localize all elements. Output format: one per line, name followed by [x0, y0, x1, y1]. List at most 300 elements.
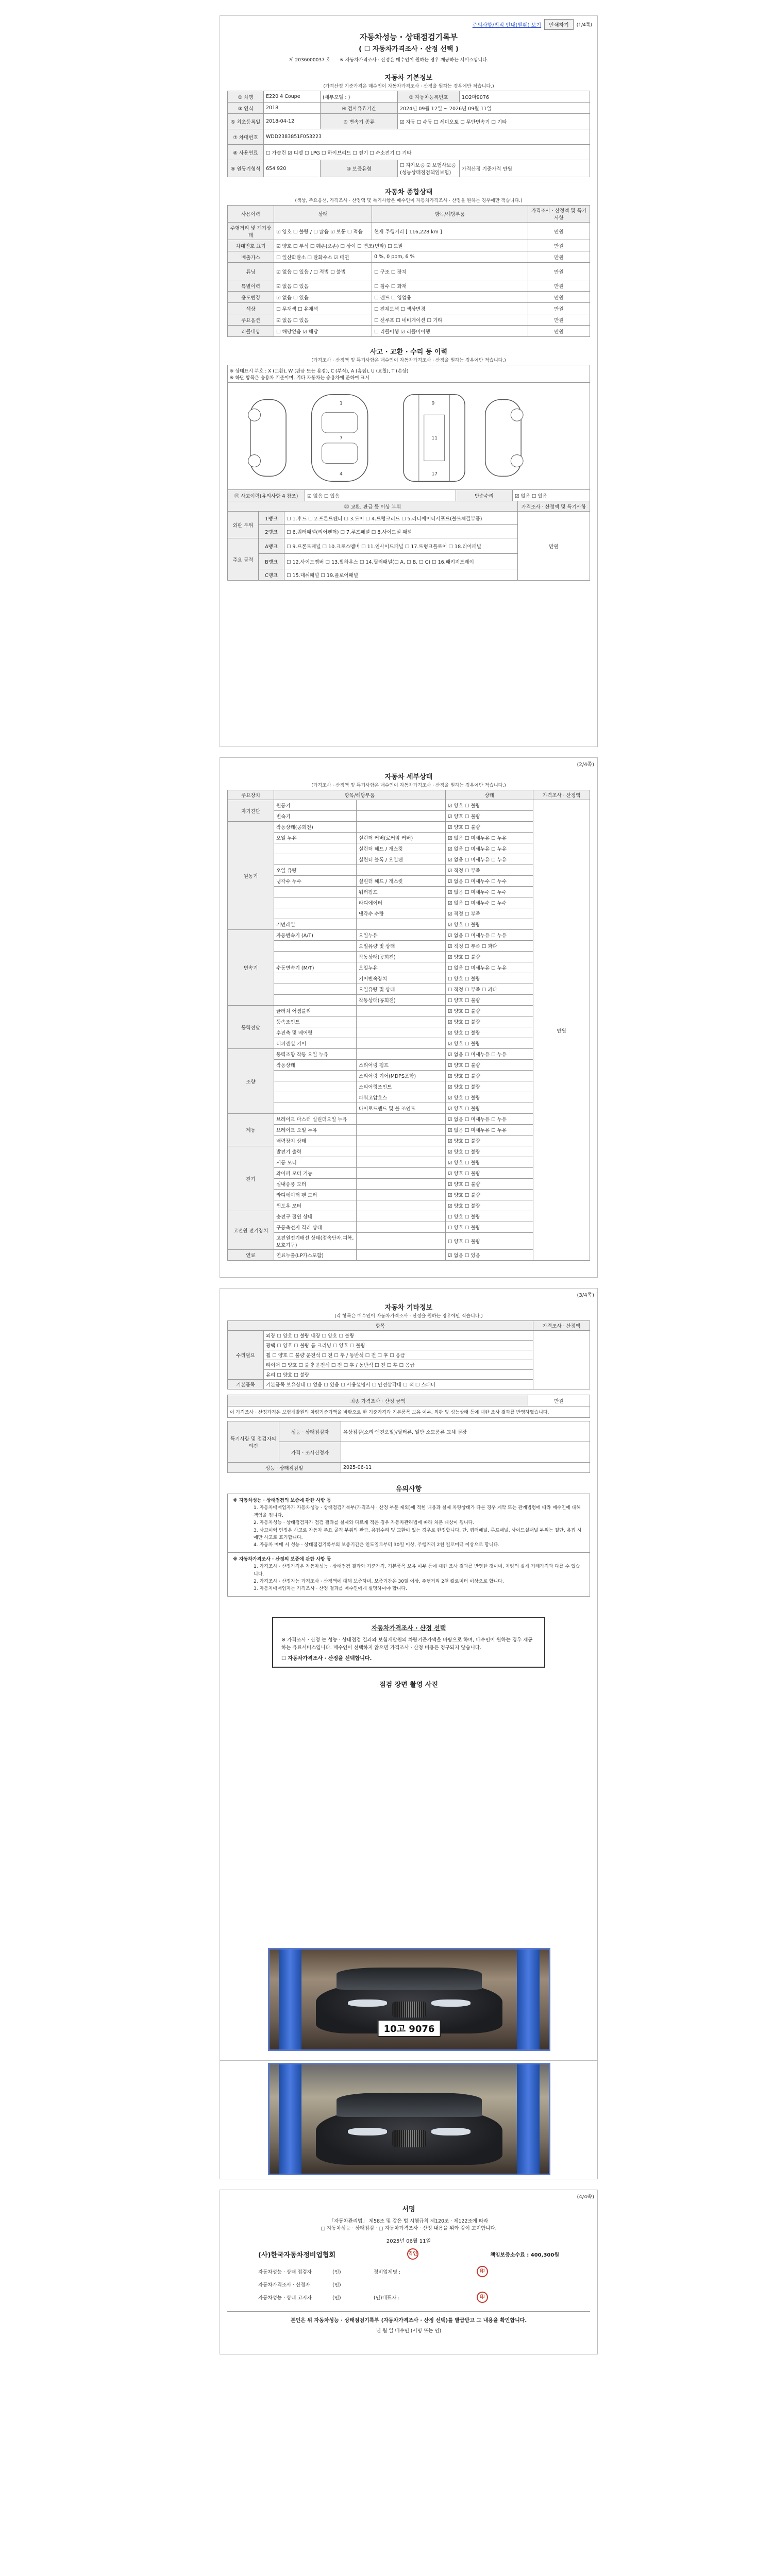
row-state: ☑ 없음 ☐ 있음	[274, 280, 372, 292]
item-state: ☑ 양호 ☐ 불량	[446, 1071, 533, 1081]
item-name: 커먼레일	[274, 919, 357, 930]
exchange-table	[227, 501, 590, 581]
item-name: 작동상태(공회전)	[274, 822, 357, 833]
basic-title: 자동차 기본정보	[384, 74, 433, 82]
accident-history-label: ⑲ 사고이력(유의사항 4 참조)	[228, 490, 305, 501]
sign-company: (사)한국자동차정비업협회	[258, 2251, 336, 2259]
notice-box-2	[227, 1553, 590, 1597]
transmission-type: ☑ 자동 ☐ 수동 ☐ 세미오토 ☐ 무단변속기 ☐ 기타	[398, 114, 590, 129]
page-2	[220, 757, 598, 1278]
label-year: ③ 연식	[228, 103, 264, 114]
role-notifier-sign: (인)	[332, 2295, 341, 2301]
inspection-date: 2025-06-11	[341, 1463, 590, 1473]
svg-text:9: 9	[431, 401, 435, 406]
accident-table	[227, 365, 590, 490]
row-price: 만원	[528, 303, 590, 314]
item-state: ☑ 없음 ☐ 미세누유 ☐ 누유	[446, 1114, 533, 1125]
row-label: 튜닝	[228, 263, 274, 280]
row-state: ☑ 양호 ☐ 부식 ☐ 훼손(오손) ☐ 상이 ☐ 변조(변타) ☐ 도말	[274, 240, 528, 251]
plate-number: 1O2마9076	[460, 91, 590, 103]
accident-legend-2: ※ 하단 항목은 승용차 기준이며, 기타 자동차는 승용차에 준하여 표시	[230, 375, 369, 381]
row-label: 주행거리 및 계기상태	[228, 223, 274, 240]
row-detail: ☐ 침수 ☐ 화재	[372, 280, 528, 292]
notes-table	[227, 1421, 590, 1473]
exchange-title: ⑳ 교환, 판금 등 이상 부위	[228, 501, 518, 512]
item-name: 디퍼렌셜 기어	[274, 1038, 357, 1049]
rank-c: C랭크	[259, 569, 284, 581]
item-state: ☐ 양호 ☐ 불량	[446, 1222, 533, 1233]
row-price: 만원	[528, 263, 590, 280]
car-name: E220 4 Coupe	[264, 91, 321, 103]
selection-title: 자동차가격조사 · 산정 선택	[371, 1624, 446, 1632]
basic-items-label: 기본품목	[228, 1380, 264, 1389]
table-row	[228, 223, 590, 240]
item-name: 배력장치 상태	[274, 1136, 357, 1146]
notes-price-checker: 가격 · 조사산정자	[279, 1442, 341, 1463]
selection-text: ※ 가격조사 · 산정 는 성능 · 상태점검 결과와 보험개발원의 차량기준가액을 바탕으로 하며, 매수인이 원하는 경우 제공하는 유료서비스입니다. 매수인이 선택하지 않으면 가격조사 · 산정 비용은 청구되지 않습니다.	[281, 1637, 533, 1651]
item-part: 실린더 헤드 / 개스킷	[357, 843, 446, 854]
table-row	[228, 314, 590, 326]
item-state: ☐ 양호 ☐ 불량	[446, 1233, 533, 1250]
item-name	[274, 897, 357, 908]
table-row	[228, 251, 590, 263]
accident-sub: (가격조사 · 산정액 및 특기사항은 매수인이 자동차가격조사 · 산정을 원하는 경우에만 적습니다.)	[311, 358, 506, 363]
item-part	[357, 1211, 446, 1222]
doc-title: 자동차성능 · 상태점검기록부	[359, 32, 458, 42]
item-state: ☑ 없음 ☐ 있음	[446, 1250, 533, 1261]
item-part	[357, 1038, 446, 1049]
row-price: 만원	[528, 251, 590, 263]
notice-box	[227, 1494, 590, 1553]
final-price-note: 이 가격조사 · 산정가격은 보험개발원의 차량기준가액을 바탕으로 한 기준가격과 기본품목 보유 여부, 외관 및 성능상태 등에 대한 조사 결과를 반영하였습니다.	[228, 1406, 590, 1418]
row-price: 만원	[528, 314, 590, 326]
item-part	[357, 1179, 446, 1190]
rank-2: 2랭크	[259, 525, 284, 538]
notes-inspector: 성능 · 상태점검자	[279, 1421, 341, 1442]
item-name: 변속기	[274, 811, 357, 822]
page-4	[220, 2190, 598, 2354]
item-state: ☑ 양호 ☐ 불량	[446, 1006, 533, 1016]
receiver-text: 본인은 위 자동차성능 · 상태점검기록부 (자동차가격조사 · 산정 선택)를 발급받고 그 내용을 확인합니다.	[290, 2318, 527, 2324]
item-name: 실내송풍 모터	[274, 1179, 357, 1190]
svg-text:11: 11	[431, 435, 438, 441]
sign-date: 2025년 06월 11일	[386, 2239, 431, 2244]
notice-link[interactable]: 주의사항/법적 안내(발췌) 보기	[472, 23, 542, 28]
item-state: ☐ 양호 ☐ 불량	[446, 1211, 533, 1222]
item-name: 수동변속기 (M/T)	[274, 962, 357, 973]
item-part: 스티어링조인트	[357, 1081, 446, 1092]
final-price-title: 최종 가격조사 · 산정 금액	[228, 1395, 528, 1406]
page-number: (1/4쪽)	[576, 23, 592, 28]
row-detail: ☐ 렌트 ☐ 영업용	[372, 292, 528, 303]
item-state: ☐ 양호 ☐ 불량	[446, 995, 533, 1006]
item-part: 파워고압호스	[357, 1092, 446, 1103]
item-state: ☑ 양호 ☐ 불량	[446, 1179, 533, 1190]
other-header-item: 항목	[228, 1321, 533, 1331]
svg-text:4: 4	[340, 471, 343, 477]
item-part	[357, 822, 446, 833]
list-item: 3. 사고이력 인정은 사고로 자동차 주요 골격 부위의 판금, 용접수리 및 교환이 있는 경우로 한정합니다. 단, 쿼터패널, 루프패널, 사이드실패널 부위는 절단, 용접 시에만 사고로 표기합니다.	[254, 1528, 582, 1540]
doc-number: 제 2036000037 호	[289, 58, 331, 63]
role-notifier: 자동차성능 · 상태 고지자	[258, 2295, 312, 2301]
item-name	[274, 973, 357, 984]
item-part	[357, 811, 446, 822]
sign-roles-table	[227, 2265, 590, 2304]
item-state: ☑ 양호 ☐ 불량	[446, 1016, 533, 1027]
item-state: ☑ 적정 ☐ 부족	[446, 908, 533, 919]
selection-checkbox[interactable]: ☐ 자동차가격조사 · 산정을 선택합니다.	[281, 1656, 372, 1662]
item-part: 기어변속장치	[357, 973, 446, 984]
row-detail: 현재 주행거리 [ 116,228 km ]	[372, 223, 528, 240]
row-detail: ☐ 구조 ☐ 장치	[372, 263, 528, 280]
item-part	[357, 1114, 446, 1125]
list-item: 2. 가격조사 · 산정자는 가격조사 · 산정액에 대해 보증하며, 보증기간은 30일 이상, 주행거리 2천 킬로미터 이상으로 합니다.	[254, 1579, 504, 1584]
car-diagram-icon	[230, 384, 587, 487]
device-group: 원동기	[228, 822, 274, 930]
model-year: 2018	[264, 103, 321, 114]
page-number: (3/4쪽)	[577, 1293, 594, 1298]
item-name: 시동 모터	[274, 1157, 357, 1168]
accident-history-table	[227, 489, 590, 501]
frame-label: 주요 골격	[228, 538, 259, 581]
device-group: 전기	[228, 1146, 274, 1211]
detail-table	[227, 790, 590, 1261]
item-name: 윈도우 모터	[274, 1200, 357, 1211]
item-state: ☑ 없음 ☐ 미세누유 ☐ 누유	[446, 1125, 533, 1136]
row-state: ☑ 양호 ☐ 불량 / ☐ 많음 ☑ 보통 ☐ 적음	[274, 223, 372, 240]
other-header-price: 가격조사 · 산정액	[533, 1321, 590, 1331]
row-label: 특별이력	[228, 280, 274, 292]
other-row: 기본품목 보유상태 ☐ 없음 ☐ 있음 ☐ 사용설명서 ☐ 안전삼각대 ☐ 잭 ☐ 스패너	[264, 1380, 533, 1389]
table-row	[228, 263, 590, 280]
label-warranty: ⑩ 보증유형	[321, 160, 398, 177]
item-name: 구동축전지 격리 상태	[274, 1222, 357, 1233]
accident-legend: ※ 상태표시 부호 : X (교환), W (판금 또는 용접), C (부식), A (흠집), U (요철), T (손상)	[230, 368, 409, 374]
item-part: 오일누유	[357, 962, 446, 973]
item-state: ☑ 없음 ☐ 미세누유 ☐ 누유	[446, 843, 533, 854]
label-car-name: ① 차명	[228, 91, 264, 103]
exchange-price-header: 가격조사 · 산정액 및 특기사항	[518, 501, 590, 512]
row-price: 만원	[528, 223, 590, 240]
car-detail-model: (세부모델 : )	[321, 91, 398, 103]
vin: WDD2383851F053223	[264, 129, 590, 145]
item-state: ☑ 없음 ☐ 미세누유 ☐ 누유	[446, 930, 533, 941]
row-label: 차대번호 표기	[228, 240, 274, 251]
condition-title: 자동차 종합상태	[384, 189, 433, 196]
rank-a: A랭크	[259, 538, 284, 554]
item-state: ☑ 양호 ☐ 불량	[446, 822, 533, 833]
simple-repair-value: ☑ 없음 ☐ 있음	[513, 490, 590, 501]
item-state: ☑ 양호 ☐ 불량	[446, 1136, 533, 1146]
item-name: 오일 유량	[274, 865, 357, 876]
item-part	[357, 1200, 446, 1211]
item-state: ☐ 적정 ☐ 부족 ☐ 과다	[446, 984, 533, 995]
item-part	[357, 865, 446, 876]
repair-needed-label: 수리필요	[228, 1331, 264, 1380]
item-name	[274, 1071, 357, 1081]
item-state: ☑ 양호 ☐ 불량	[446, 1092, 533, 1103]
basic-sub: (가격산정 기준가격은 매수인이 자동차가격조사 · 산정을 원하는 경우에만 적습니다.)	[323, 84, 494, 89]
sign-title: 서명	[402, 2206, 415, 2213]
item-state: ☑ 없음 ☐ 미세누수 ☐ 누수	[446, 876, 533, 887]
label-first-reg: ⑤ 최초등록일	[228, 114, 264, 129]
detail-sub: (가격조사 · 산정액 및 특기사항은 매수인이 자동차가격조사 · 산정을 원하는 경우에만 적습니다.)	[311, 783, 506, 788]
first-registration: 2018-04-12	[264, 114, 321, 129]
row-label: 리콜대상	[228, 326, 274, 337]
item-name: 원동기	[274, 800, 357, 811]
list-item: 2. 자동차성능 · 상태점검자가 점검 결과를 실제와 다르게 적은 경우 자동차관리법에 따라 처분 대상이 됩니다.	[254, 1520, 475, 1526]
sign-text-2: □ 자동차성능 · 상태점검 · □ 자동차가격조사 · 산정 내용을 위와 같이 고지합니다.	[321, 2226, 497, 2231]
item-part: 오일유량 및 상태	[357, 984, 446, 995]
item-part: 오일유량 및 상태	[357, 941, 446, 952]
svg-text:1: 1	[340, 401, 343, 406]
rank-1-items: ☐ 1.후드 ☐ 2.프론트펜더 ☐ 3.도어 ☐ 4.트렁크리드 ☐ 5.라디에이터서포트(볼트체결부품)	[284, 512, 518, 525]
item-state: ☑ 없음 ☐ 미세누유 ☐ 누유	[446, 854, 533, 865]
item-state: ☑ 양호 ☐ 불량	[446, 811, 533, 822]
role-price-sign: (인)	[332, 2282, 341, 2288]
item-part: 오일누유	[357, 930, 446, 941]
item-name	[274, 941, 357, 952]
device-group: 조향	[228, 1049, 274, 1114]
item-name	[274, 908, 357, 919]
item-state: ☑ 없음 ☐ 미세누수 ☐ 누수	[446, 897, 533, 908]
item-state: ☑ 없음 ☐ 미세누유 ☐ 누유	[446, 1049, 533, 1060]
other-sub: (각 항목은 매수인이 자동차가격조사 · 산정을 원하는 경우에만 적습니다.)	[334, 1314, 483, 1319]
item-name	[274, 854, 357, 865]
item-name: 브레이크 오일 누유	[274, 1125, 357, 1136]
notes-price-value	[341, 1442, 590, 1463]
label-inspection: ④ 검사유효기간	[321, 103, 398, 114]
item-name: 동력조향 작동 오일 누유	[274, 1049, 357, 1060]
item-part	[357, 1233, 446, 1250]
row-price: 만원	[528, 326, 590, 337]
item-part	[357, 1016, 446, 1027]
condition-sub: (색상, 주요옵션, 가격조사 · 산정액 및 특기사항은 매수인이 자동차가격조사 · 산정을 원하는 경우에만 적습니다.)	[295, 198, 523, 204]
detail-price: 만원	[533, 800, 590, 1261]
condition-header-price: 가격조사 · 산정액 및 특기사항	[528, 206, 590, 223]
rank-b-items: ☐ 12.사이드멤버 ☐ 13.휠하우스 ☐ 14.필러패널(☐ A, ☐ B, ☐ C) ☐ 16.패키지트레이	[284, 554, 518, 569]
item-name: 고전원전기배선 상태(접속단자,피복,보호기구)	[274, 1233, 357, 1250]
item-name	[274, 952, 357, 962]
table-row	[228, 280, 590, 292]
item-name: 추진축 및 베어링	[274, 1027, 357, 1038]
item-name: 작동상태	[274, 1060, 357, 1071]
item-name	[274, 1081, 357, 1092]
notes-inspector-value: 유상점검(소리·엔진오일)/필터류, 일반 소모품류 교체 권장	[341, 1421, 590, 1442]
base-price: 가격산정 기준가격 만원	[460, 160, 590, 177]
other-row: 휠 ☐ 양호 ☐ 불량 운전석 ☐ 전 ☐ 후 / 동반석 ☐ 전 ☐ 후 ☐ 응급	[264, 1350, 533, 1360]
item-name: 발전기 출력	[274, 1146, 357, 1157]
warranty-type: ☐ 자가보증 ☑ 보험사보증(성능상태점검책임보험)	[398, 160, 460, 177]
table-row	[228, 326, 590, 337]
page-3-cont	[220, 2061, 598, 2179]
item-name: 브레이크 마스터 실린더오일 누유	[274, 1114, 357, 1125]
svg-text:17: 17	[431, 471, 438, 477]
item-state: ☑ 양호 ☐ 불량	[446, 1190, 533, 1200]
role-inspector: 자동차성능 · 상태 점검자	[258, 2269, 312, 2275]
inspection-date-label: 성능 · 상태점검일	[228, 1463, 341, 1473]
role-price: 자동차가격조사 · 산정자	[258, 2282, 310, 2288]
other-title: 자동차 기타정보	[384, 1304, 433, 1312]
accident-title: 사고 · 교환 · 수리 등 이력	[369, 348, 448, 356]
photo-title: 점검 장면 촬영 사진	[379, 1681, 439, 1689]
item-part: 실린더 커버(로커암 커버)	[357, 833, 446, 843]
list-item: 4. 자동차 매매 시 성능 · 상태점검기록부의 보증기간은 인도일로부터 30일 이상, 주행거리 2천 킬로미터 이상으로 합니다.	[254, 1543, 500, 1548]
exchange-price: 만원	[518, 512, 590, 581]
item-part	[357, 1190, 446, 1200]
page-1	[220, 15, 598, 747]
item-state: ☑ 양호 ☐ 불량	[446, 1157, 533, 1168]
label-vin: ⑦ 차대번호	[228, 129, 264, 145]
condition-header-item: 사용이력	[228, 206, 274, 223]
table-row	[228, 240, 590, 251]
doc-subtitle: ( ☐ 자동차가격조사 · 산정 선택 )	[359, 45, 459, 53]
item-state: ☑ 양호 ☐ 불량	[446, 1027, 533, 1038]
selection-box	[272, 1617, 545, 1668]
item-part: 라디에이터	[357, 897, 446, 908]
row-state: ☐ 일산화탄소 ☐ 탄화수소 ☑ 매연	[274, 251, 372, 263]
item-name	[274, 843, 357, 854]
row-detail: ☐ 리콜이행 ☑ 리콜미이행	[372, 326, 528, 337]
item-name: 냉각수 누수	[274, 876, 357, 887]
other-row: 타이어 ☐ 양호 ☐ 불량 운전석 ☐ 전 ☐ 후 / 동반석 ☐ 전 ☐ 후 ☐ 응급	[264, 1360, 533, 1370]
item-part: 스티어링 펌프	[357, 1060, 446, 1071]
page-number: (4/4쪽)	[577, 2194, 594, 2200]
item-part	[357, 1136, 446, 1146]
label-engine: ⑨ 원동기형식	[228, 160, 264, 177]
row-price: 만원	[528, 280, 590, 292]
row-state: ☑ 없음 ☐ 있음	[274, 292, 372, 303]
item-state: ☑ 양호 ☐ 불량	[446, 919, 533, 930]
item-part	[357, 1250, 446, 1261]
role-inspector-sign: (인)	[332, 2269, 341, 2275]
rank-1: 1랭크	[259, 512, 284, 525]
row-price: 만원	[528, 240, 590, 251]
row-state: ☐ 무채색 ☐ 유채색	[274, 303, 372, 314]
item-state: ☐ 없음 ☐ 미세누유 ☐ 누유	[446, 962, 533, 973]
final-price-unit: 만원	[528, 1395, 590, 1406]
device-group: 동력전달	[228, 1006, 274, 1049]
row-label: 배출가스	[228, 251, 274, 263]
list-item: 3. 자동차매매업자는 가격조사 · 산정 결과를 매수인에게 설명하여야 합니다.	[254, 1586, 408, 1592]
receiver-sign: 년 월 일 매수인 (서명 또는 인)	[376, 2328, 442, 2334]
item-state: ☐ 양호 ☐ 불량	[446, 973, 533, 984]
representative-seal-icon: 印	[477, 2292, 488, 2303]
row-label: 주요옵션	[228, 314, 274, 326]
photo-plate: 10고 9076	[378, 2020, 441, 2037]
item-name: 와이퍼 모터 기능	[274, 1168, 357, 1179]
item-state: ☑ 양호 ☐ 불량	[446, 1168, 533, 1179]
item-part: 워터펌프	[357, 887, 446, 897]
other-row: 유리 ☐ 양호 ☐ 불량	[264, 1370, 533, 1380]
detail-header-price: 가격조사 · 산정액	[533, 790, 590, 800]
row-detail: ☐ 선루프 ☐ 네비게이션 ☐ 기타	[372, 314, 528, 326]
item-part: 타이로드엔드 및 볼 조인트	[357, 1103, 446, 1114]
sign-text-1: 「자동차관리법」 제58조 및 같은 법 시행규칙 제120조 · 제122조에 따라	[329, 2218, 489, 2224]
condition-header-state: 상태	[274, 206, 372, 223]
row-state: ☑ 없음 ☐ 있음 / ☐ 적법 ☐ 불법	[274, 263, 372, 280]
item-part	[357, 919, 446, 930]
table-row	[228, 303, 590, 314]
item-part	[357, 1222, 446, 1233]
device-group: 변속기	[228, 930, 274, 1006]
item-part: 스티어링 기어(MDPS포함)	[357, 1071, 446, 1081]
inspection-photo-front	[268, 1948, 550, 2051]
label-transmission: ⑥ 변속기 종류	[321, 114, 398, 129]
item-name: 오일 누유	[274, 833, 357, 843]
detail-title: 자동차 세부상태	[384, 773, 433, 781]
item-name	[274, 984, 357, 995]
item-state: ☑ 양호 ☐ 불량	[446, 1060, 533, 1071]
item-state: ☑ 양호 ☐ 불량	[446, 1146, 533, 1157]
svg-text:7: 7	[340, 435, 343, 441]
notes-label: 특기사항 및 점검자의 의견	[228, 1421, 279, 1463]
item-part	[357, 1027, 446, 1038]
item-part: 실린더 블록 / 오일팬	[357, 854, 446, 865]
condition-header-detail: 항목/해당부품	[372, 206, 528, 223]
list-item: 1. 자동차매매업자가 자동차성능 · 상태점검기록부(가격조사 · 산정 부분 제외)에 적힌 내용과 실제 차량상태가 다른 경우 계약 또는 관계법령에 따라 매수인에 대해 책임을 집니다.	[254, 1505, 581, 1518]
item-state: ☑ 양호 ☐ 불량	[446, 1081, 533, 1092]
print-button[interactable]: 인쇄하기	[544, 19, 574, 30]
fuel-type: ☐ 가솔린 ☑ 디젤 ☐ LPG ☐ 하이브리드 ☐ 전기 ☐ 수소전기 ☐ 기타	[264, 145, 590, 160]
device-group: 고전원 전기장치	[228, 1211, 274, 1250]
item-part	[357, 1157, 446, 1168]
item-state: ☑ 양호 ☐ 불량	[446, 800, 533, 811]
basic-table	[227, 91, 590, 177]
item-part	[357, 1125, 446, 1136]
item-part: 작동상태(공회전)	[357, 995, 446, 1006]
item-part	[357, 1006, 446, 1016]
sign-fee: 책임보증소수료 : 400,300원	[490, 2252, 559, 2258]
other-row: 광택 ☐ 양호 ☐ 불량 룸 크리닝 ☐ 양호 ☐ 불량	[264, 1341, 533, 1350]
item-name: 자동변속기 (A/T)	[274, 930, 357, 941]
detail-header-item: 항목/해당부품	[274, 790, 446, 800]
rank-a-items: ☐ 9.프론트패널 ☐ 10.크로스멤버 ☐ 11.인사이드패널 ☐ 17.트렁크플로어 ☐ 18.리어패널	[284, 538, 518, 554]
label-plate: ② 자동차등록번호	[398, 91, 460, 103]
other-table	[227, 1320, 590, 1389]
rank-c-items: ☐ 15.대쉬패널 ☐ 19.플로어패널	[284, 569, 518, 581]
inspection-period: 2024년 09월 12일 ~ 2026년 09월 11일	[398, 103, 590, 114]
inspection-photo-lift	[268, 2063, 550, 2175]
device-group: 제동	[228, 1114, 274, 1146]
item-name: 클러치 어셈블리	[274, 1006, 357, 1016]
device-group: 연료	[228, 1250, 274, 1261]
item-part	[357, 1049, 446, 1060]
row-state: ☑ 없음 ☐ 있음	[274, 314, 372, 326]
company-label: 정비업체명 :	[374, 2269, 401, 2275]
item-name: 등속조인트	[274, 1016, 357, 1027]
detail-header-device: 주요장치	[228, 790, 274, 800]
item-state: ☑ 양호 ☐ 불량	[446, 1200, 533, 1211]
item-part: 실린더 헤드 / 개스킷	[357, 876, 446, 887]
car-diagram	[228, 383, 590, 490]
item-part	[357, 1146, 446, 1157]
item-name	[274, 995, 357, 1006]
simple-repair-label: 단순수리	[456, 490, 513, 501]
item-part: 작동상태(공회전)	[357, 952, 446, 962]
item-state: ☑ 적정 ☐ 부족	[446, 865, 533, 876]
page-number: (2/4쪽)	[577, 762, 594, 768]
final-price-table	[227, 1395, 590, 1418]
label-fuel: ⑧ 사용연료	[228, 145, 264, 160]
condition-table	[227, 205, 590, 337]
row-price: 만원	[528, 292, 590, 303]
item-part: 냉각수 수량	[357, 908, 446, 919]
item-state: ☑ 없음 ☐ 미세누유 ☐ 누유	[446, 833, 533, 843]
list-item: 1. 가격조사 · 산정가격은 자동차성능 · 상태점검 결과와 기준가격, 기본품목 보유 여부 등에 대한 조사 결과를 반영한 것이며, 차량의 실제 거래가격과 다를 수 있습니다.	[254, 1564, 580, 1577]
outer-panel-label: 외판 부위	[228, 512, 259, 538]
row-state: ☐ 해당없음 ☑ 해당	[274, 326, 372, 337]
